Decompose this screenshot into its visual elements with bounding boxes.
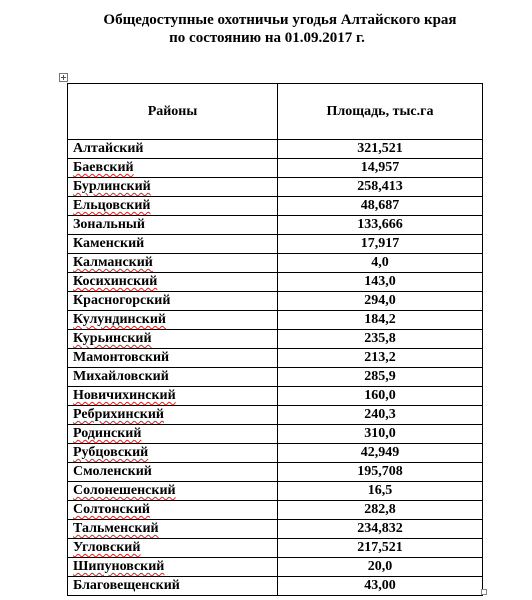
district-cell[interactable] — [68, 159, 278, 178]
district-cell[interactable] — [68, 197, 278, 216]
district-name: Смоленский — [73, 464, 152, 479]
district-name: Родинский — [73, 426, 142, 441]
table-row — [68, 349, 483, 368]
district-name: Солонешенский — [73, 483, 176, 498]
district-name: Алтайский — [73, 141, 144, 156]
districts-table — [67, 83, 483, 596]
district-cell[interactable] — [68, 425, 278, 444]
area-cell[interactable]: 234,832 — [278, 520, 483, 539]
table-row — [68, 368, 483, 387]
table-row — [68, 292, 483, 311]
table-row — [68, 330, 483, 349]
table-row — [68, 387, 483, 406]
area-cell[interactable]: 258,413 — [278, 178, 483, 197]
district-cell[interactable] — [68, 368, 278, 387]
table-row — [68, 463, 483, 482]
table-row — [68, 444, 483, 463]
district-name: Шипуновский — [73, 559, 165, 574]
table-row — [68, 577, 483, 596]
district-cell[interactable] — [68, 292, 278, 311]
table-row — [68, 539, 483, 558]
table-row — [68, 311, 483, 330]
area-cell[interactable]: 285,9 — [278, 368, 483, 387]
district-cell[interactable] — [68, 520, 278, 539]
table-resize-handle-icon[interactable] — [481, 589, 487, 595]
district-name: Мамонтовский — [73, 350, 170, 365]
district-cell[interactable] — [68, 178, 278, 197]
document-title — [0, 11, 532, 47]
area-cell[interactable]: 16,5 — [278, 482, 483, 501]
district-cell[interactable] — [68, 254, 278, 273]
district-name: Курьинский — [73, 331, 152, 346]
district-name: Тальменский — [73, 521, 159, 536]
title-line-1: Общедоступные охотничьи угодья Алтайского края — [103, 12, 457, 28]
area-cell[interactable]: 48,687 — [278, 197, 483, 216]
district-name: Кулундинский — [73, 312, 167, 327]
table-row — [68, 235, 483, 254]
area-cell[interactable]: 294,0 — [278, 292, 483, 311]
area-cell[interactable]: 184,2 — [278, 311, 483, 330]
table-row — [68, 178, 483, 197]
district-cell[interactable] — [68, 140, 278, 159]
district-name: Рубцовский — [73, 445, 149, 460]
area-cell[interactable]: 235,8 — [278, 330, 483, 349]
table-row — [68, 140, 483, 159]
district-cell[interactable] — [68, 558, 278, 577]
district-name: Новичихинский — [73, 388, 176, 403]
district-cell[interactable] — [68, 501, 278, 520]
area-cell[interactable]: 213,2 — [278, 349, 483, 368]
table-row — [68, 425, 483, 444]
column-header-area: Площадь, тыс.га — [278, 84, 483, 140]
area-cell[interactable]: 240,3 — [278, 406, 483, 425]
district-cell[interactable] — [68, 387, 278, 406]
district-cell[interactable] — [68, 273, 278, 292]
table-row — [68, 558, 483, 577]
area-cell[interactable]: 282,8 — [278, 501, 483, 520]
district-name: Солтонский — [73, 502, 150, 517]
area-cell[interactable]: 195,708 — [278, 463, 483, 482]
area-cell[interactable]: 42,949 — [278, 444, 483, 463]
area-cell[interactable]: 133,666 — [278, 216, 483, 235]
district-name: Ельцовский — [73, 198, 151, 213]
table-row — [68, 482, 483, 501]
district-cell[interactable] — [68, 349, 278, 368]
district-cell[interactable] — [68, 444, 278, 463]
district-name: Бурлинский — [73, 179, 151, 194]
table-row — [68, 254, 483, 273]
area-cell[interactable]: 4,0 — [278, 254, 483, 273]
district-cell[interactable] — [68, 482, 278, 501]
title-line-2: по состоянию на 01.09.2017 г. — [169, 30, 365, 46]
district-cell[interactable] — [68, 406, 278, 425]
district-cell[interactable] — [68, 216, 278, 235]
district-cell[interactable] — [68, 539, 278, 558]
area-cell[interactable]: 321,521 — [278, 140, 483, 159]
district-cell[interactable] — [68, 577, 278, 596]
district-cell[interactable] — [68, 311, 278, 330]
district-name: Красногорский — [73, 293, 171, 308]
area-cell[interactable]: 160,0 — [278, 387, 483, 406]
area-cell[interactable]: 14,957 — [278, 159, 483, 178]
district-name: Калманский — [73, 255, 153, 270]
area-cell[interactable]: 43,00 — [278, 577, 483, 596]
district-cell[interactable] — [68, 235, 278, 254]
table-row — [68, 406, 483, 425]
table-row — [68, 273, 483, 292]
district-name: Баевский — [73, 160, 134, 175]
district-name: Ребрихинский — [73, 407, 164, 422]
table-row — [68, 501, 483, 520]
area-cell[interactable]: 20,0 — [278, 558, 483, 577]
area-cell[interactable]: 17,917 — [278, 235, 483, 254]
area-cell[interactable]: 143,0 — [278, 273, 483, 292]
district-name: Михайловский — [73, 369, 169, 384]
district-cell[interactable] — [68, 330, 278, 349]
table-header-row — [68, 84, 483, 140]
table-row — [68, 520, 483, 539]
area-cell[interactable]: 310,0 — [278, 425, 483, 444]
district-cell[interactable] — [68, 463, 278, 482]
table-row — [68, 159, 483, 178]
area-cell[interactable]: 217,521 — [278, 539, 483, 558]
district-name: Угловский — [73, 540, 141, 555]
district-name: Косихинский — [73, 274, 158, 289]
district-name: Зональный — [73, 217, 145, 232]
district-name: Благовещенский — [73, 578, 180, 593]
table-row — [68, 216, 483, 235]
district-name: Каменский — [73, 236, 145, 251]
table-row — [68, 197, 483, 216]
table-move-handle-icon[interactable] — [59, 73, 68, 82]
column-header-districts: Районы — [68, 84, 278, 140]
